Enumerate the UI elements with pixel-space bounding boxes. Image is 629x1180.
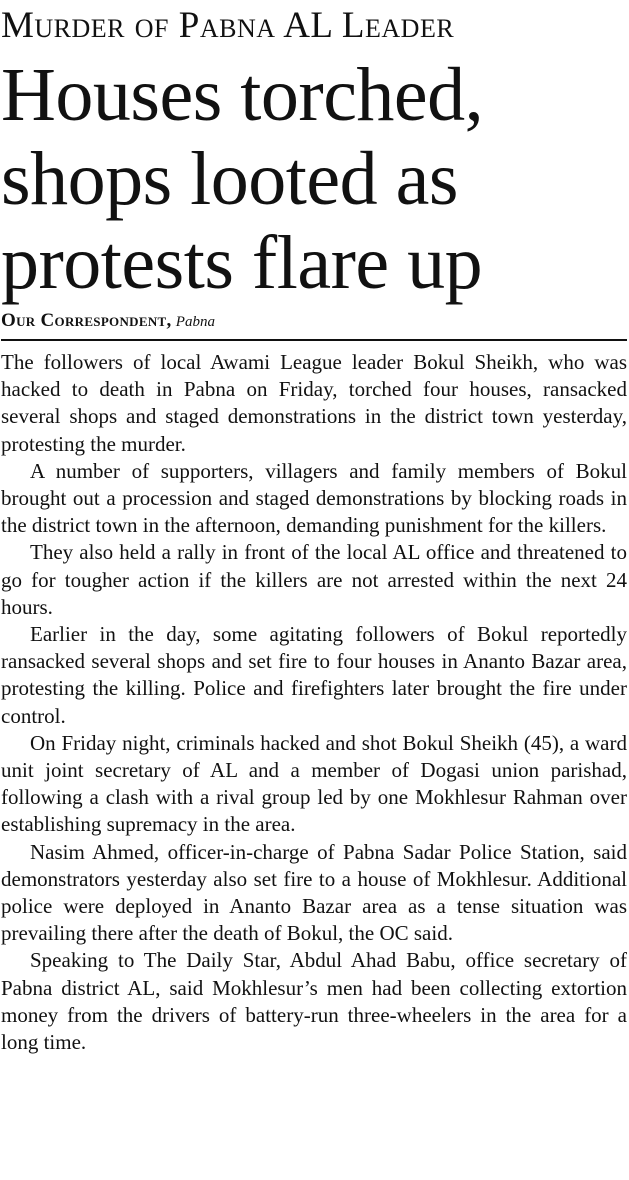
article-paragraph: A number of supporters, villagers and family members of Bokul brought out a procession and staged demonstrations by blocking roads in the district town in the afternoon, demanding punishment for the killers.: [1, 458, 627, 538]
article-headline: Houses torched, shops looted as protests flare up: [1, 53, 484, 305]
article-paragraph: Earlier in the day, some agitating followers of Bokul reportedly ransacked several shops and set fire to four houses in Ananto Bazar area, protesting the killing. Police and firefighters later brought the fire under control.: [1, 622, 627, 728]
article-byline: [1, 311, 627, 332]
article-paragraph: The followers of local Awami League leader Bokul Sheikh, who was hacked to death in Pabna on Friday, torched four houses, ransacked several shops and staged demonstrations in the district town yesterday, protesting the murder.: [1, 350, 627, 456]
article-paragraph: On Friday night, criminals hacked and shot Bokul Sheikh (45), a ward unit joint secretary of AL and a member of Dogasi union parishad, following a clash with a rival group led by one Mokhlesur Rahman over establishing supremacy in the area.: [1, 730, 627, 837]
article-paragraph: They also held a rally in front of the local AL office and threatened to go for tougher action if the killers are not arrested within the next 24 hours.: [1, 540, 627, 619]
article-kicker: Murder of Pabna AL Leader: [1, 5, 455, 46]
byline-place: Pabna: [175, 314, 215, 330]
news-article: [0, 6, 629, 1180]
article-paragraph: Nasim Ahmed, officer-in-charge of Pabna Sadar Police Station, said demonstrators yesterday also set fire to a house of Mokhlesur. Additional police were deployed in Ananto Bazar area as a tense situation was prevailing there after the death of Bokul, the OC said.: [1, 839, 627, 946]
byline-divider: [1, 339, 627, 341]
article-paragraph: Speaking to The Daily Star, Abdul Ahad Babu, office secretary of Pabna district AL, said Mokhlesur’s men had been collecting extortion money from the drivers of battery-run three-wheelers in the area for a long time.: [1, 948, 627, 1055]
byline-author: Our Correspondent,: [1, 310, 172, 331]
article-body: [1, 349, 627, 1056]
